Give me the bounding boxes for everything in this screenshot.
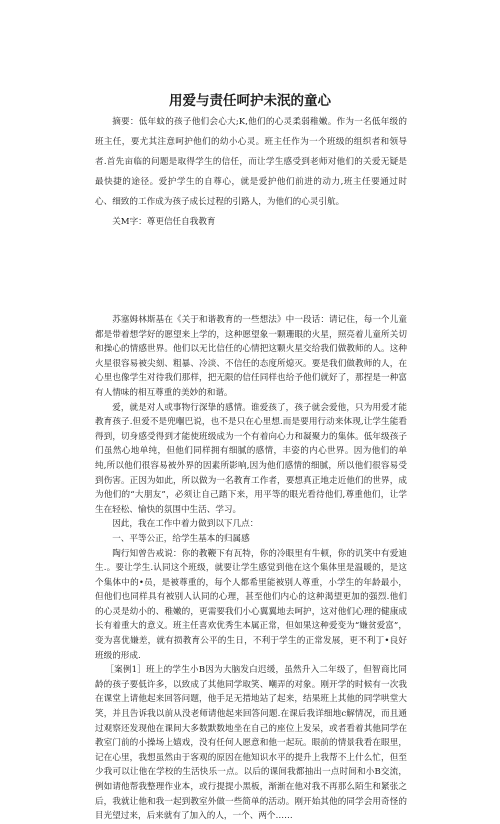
paragraph-1: 苏塞姆林斯基在《关于和谐教育的一些想法》中一段话：请记住，每一个儿童都是带着想学好的愿望来上学的，这种愿望象一颗珊眼的火星，照亮着儿童所关切和操心的情感世界。他们以无比信任的心情把这颗火星交给我们做教师的人。这种火星很容易被尖刻、粗暴、冷淡、不信任的态度所熄灭。要是我们做教师的人，在心里也像学生对待我们那样，把无限的信任同样也给予他们就好了，那捏是一种富有人情味的相互尊重的美妙的和谐。	[95, 315, 407, 398]
paragraph-4: 陶行知曾告戒说：你的教鞭下有瓦特，你的冷眼里有牛顿，你的讥笑中有爱迪生.。要让学生.认同这个班级，就要让学生感觉到他在这个集体里是温暖的，是这个集体中的•员，是被尊重的，每个人都希里能被别人尊重，小学生的年龄最小，但他们也同样具有被别人认同的心理，甚至他们内心的这种渴望更加的强烈.他们的心灵是幼小的、稚嫩的，更需要我们小心翼翼地去呵护，这对他们心理的健康成长有着重大的意义。班主任喜欢优秀生本属正常，但如果这种爱变为“嫌贫爱富”，变为喜优嫌差，就有损教育公平的生日，不利于学生的正常发展，更不利丁•良好班级的形成.	[95, 548, 407, 661]
keywords: 关M字：尊更信任自我教育	[112, 217, 216, 227]
abstract: 摘要：低年蚊的孩子他们会心大;K,他们的心灵柔弱稚嫩。作为一名低年级的班主任，要尤其注意呵护他们的幼小心灵。班主任作为一个班级的组织者和领导者.首先亩临的问题是取得学生的信任，而让学生感受到老师对他们的关爱无疑是最快捷的途径。爱护学生的自尊心，就是爱护他们前进的动力,班主任要通过时心、细致的工作成为孩子成长过程的引路人，为他们的心灵引航。	[95, 117, 407, 207]
section-heading-1: 一、平等公正，给学生基本的归属感	[112, 533, 250, 544]
case-paragraph: ［案例1］班上的学生小B因为大脑发白迟缓，虽然升入二年级了，但智商比同龄的孩子要低许多，以致成了其他同学取笑、嘲弄的对象。刚开学的时候有一次我在课堂上请他起来回答问题，他手足无措地站了起来，结果班上其他的同学哄堂大笑，并且告诉我以前从没老师请他起来回答问题.在课后我详细地c解情况，而且通过观察还发现他在课间大多数默数地坐在自己的座位上发呆，或者看着其他同学在教室门前的小操场上嬉戏，没有任何人愿意和他一起玩。眼前的情景我看在眼里，记在心里，我想虽然由于客观的原因在他知识水平的提升上我帮不上什么忙，但至少我可以让他在学校的生活快乐一点。以后的课间我都抽出一点时间和小B交流，例如请他帮我整理作业本，或行提提小黑板，渐渐在他对我不再那么陌生和紧张之后，我就让他和我一起到教室外做一些简单的活动。刚开始其他的同学会用奇怪的目光望过来，后来就有了加入的人，一个、两个……	[95, 665, 407, 822]
body-block	[95, 313, 407, 824]
abstract-block	[95, 112, 407, 232]
paragraph-2: 爱，就是对人或事物行深挚的感情。谁爱孩了，孩子就会爱他，只为用爱才能教育孩子.但爱不是兜嗰巴说，也不是只在心里想.而是要用行动来体现,让学生能看得到，切身感受得到才能使班级成为一个有着向心力和凝聚力的集体。低年级孩子们虽然心地单纯，但他们同样拥有细腻的感情，丰姿的内心世界。因为他们的单纯,所以他们很容易被外界的因素所影响,因为他们感情的细腻，所以他们很容易受到伤害。正因为如此，所以做为一名教育工作者，要想真正地走近他们的世界，成为他们的“大朋友”，必须让自己踏下来，用平等的眼光看待他们,尊重他们，让学生在轻松、愉快的氛围中生活、学习。	[95, 402, 407, 515]
paragraph-3: 因此，我在工作中着力做到以下几点：	[112, 519, 259, 530]
document-title: 用爱与责任呵护未泯的童心	[169, 93, 331, 109]
